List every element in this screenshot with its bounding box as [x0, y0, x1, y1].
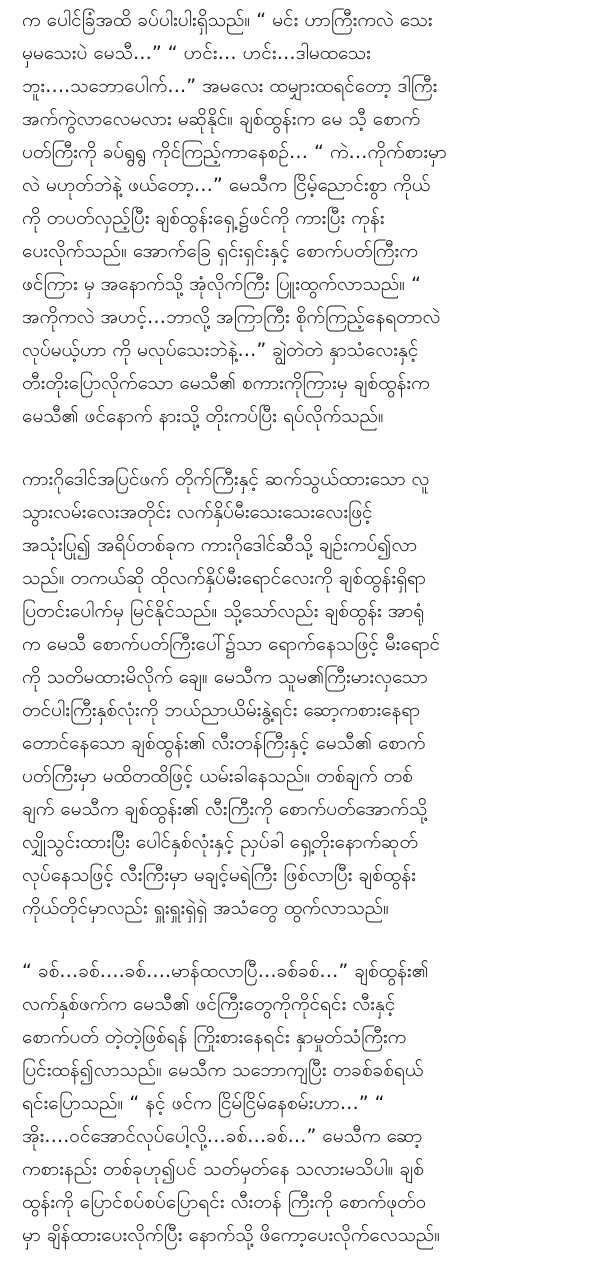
- text-line: လျှိုသွင်းထားပြီး ပေါင်နှစ်လုံးနှင့် ညှပ်ခါ ရှေ့တိုးနောက်ဆုတ်: [22, 831, 418, 853]
- text-line: ပတ်ကြီးမှာ မထိတထိဖြင့် ယမ်းခါနေသည်။ တစ်ချက် တစ်: [22, 765, 413, 787]
- text-line: အသုံးပြု၍ အရိပ်တစ်ခုက ကားဂိုဒေါင်ဆီသို့ ချဉ်းကပ်၍လာ: [22, 534, 418, 556]
- text-line: အက်ကွဲလာလေမလား မဆိုနိုင်။ ချစ်ထွန်းက မေ သီ့ စောက်: [22, 108, 421, 130]
- text-line: တင်ပါးကြီးနှစ်လုံးကို ဘယ်ညာယိမ်းနွဲ့ရင်း ဆော့ကစားနေရာ: [22, 699, 421, 721]
- text-line: လုပ်နေသဖြင့် လီးကြီးမှာ မချင့်မရဲကြီး ဖြစ်လာပြီး ချစ်ထွန်း: [22, 864, 416, 886]
- text-line: ပြတင်းပေါက်မှ မြင်နိုင်သည်။ သို့သော်လည်း ချစ်ထွန်း အာရုံ: [22, 600, 425, 622]
- text-line: ရင်းပြောသည်။ “ နင့် ဖင်က ငြိမ်ငြိမ်နေစမ်းဟာ…” “: [22, 1092, 385, 1114]
- text-line: မှာ ချိန်ထားပေးလိုက်ပြီး နောက်သို့ ဖိကော့ပေးလိုက်လေသည်။: [22, 1224, 441, 1246]
- text-line: ကို သတိမထားမိလိုက် ချေ။ မေသီက သူမ၏ကြီးမားလှသော: [22, 666, 428, 688]
- text-line: ဘူး….သဘောပေါက်…” အမလေး ထမျှားထရင်တော့ ဒါကြီး: [22, 75, 438, 97]
- text-line: ချက် မေသီက ချစ်ထွန်း၏ လီးကြီးကို စောက်ပတ်အောက်သို့: [22, 798, 428, 820]
- paragraph-3: [22, 955, 582, 1252]
- text-line: တောင်နေသော ချစ်ထွန်း၏ လီးတန်ကြီးနှင့် မေသီ၏ စောက်: [22, 732, 426, 754]
- text-line: ပတ်ကြီးကို ခပ်ရွရွ ကိုင်ကြည့်ကာနေစဉ်… “ ကဲ…ကိုက်စားမှာ: [22, 141, 447, 163]
- text-line: ကိုယ်တိုင်မှာလည်း ရှူးရှူးရှဲရှဲ အသံတွေ ထွက်လာသည်။: [22, 897, 389, 919]
- text-line: အိုး….ဝင်အောင်လုပ်ပေါ့လို့…ခစ်…ခစ်…” မေသီက ဆော့: [22, 1125, 423, 1147]
- paragraph-1: [22, 4, 582, 433]
- text-line: သည်။ တကယ်ဆို ထိုလက်နှိပ်မီးရောင်လေးကို ချစ်ထွန်းရှိရာ: [22, 567, 426, 589]
- text-line: မှမသေးပဲ မေသီ…” “ ဟင်း… ဟင်း…ဒါမထသေး: [22, 42, 371, 64]
- text-line: ကစားနည်း တစ်ခုဟု၍ပင် သတ်မှတ်နေ သလားမသိပါ။ ချစ်: [22, 1158, 424, 1180]
- text-line: လုပ်မယ့်ဟာ ကို မလုပ်သေးဘဲနဲ့…” ချွဲတဲတဲ နှာသံလေးနှင့်: [22, 339, 419, 361]
- text-line: တီးတိုးပြောလိုက်သော မေသီ၏ စကားကိုကြားမှ ချစ်ထွန်းက: [22, 372, 430, 394]
- text-line: “ ခစ်…ခစ်….ခစ်….မာန်ထလာပြီ…ခစ်ခစ်…” ချစ်ထွန်း၏: [22, 960, 429, 982]
- text-line: လက်နှစ်ဖက်က မေသီ၏ ဖင်ကြီးတွေကိုကိုင်ရင်း လီးနှင့်: [22, 993, 396, 1015]
- text-line: ပေးလိုက်သည်။ အောက်ခြေ ရှင်းရှင်းနှင့် စောက်ပတ်ကြီးက: [22, 240, 418, 262]
- text-line: ထွန်းကို ပြောင်စပ်စပ်ပြောရင်း လီးတန် ကြီးကို စောက်ဖုတ်ဝ: [22, 1191, 427, 1213]
- text-line: စောက်ပတ် တဲ့တဲ့ဖြစ်ရန် ကြိုးစားနေရင်း နှာမှုတ်သံကြီးက: [22, 1026, 407, 1048]
- text-line: က မေသီ စောက်ပတ်ကြီးပေါ်၌သာ ရောက်နေသဖြင့် မီးရောင်: [22, 633, 441, 655]
- paragraph-2: [22, 463, 582, 925]
- text-line: ပြင်းထန်၍လာသည်။ မေသီက သဘောကျပြီး တခစ်ခစ်ရယ်: [22, 1059, 424, 1081]
- text-line: သွားလမ်းလေးအတိုင်း လက်နှိပ်မီးသေးသေးလေးဖြင့်: [22, 501, 373, 523]
- text-line: ဖင်ကြား မှ အနောက်သို့ အုံလိုက်ကြီး ပြူးထွက်လာသည်။ “: [22, 273, 421, 295]
- text-line: မေသီ၏ ဖင်နောက် နားသို့ တိုးကပ်ပြီး ရပ်လိုက်သည်။: [22, 405, 384, 427]
- text-line: အကိုကလဲ အဟင့်…ဘာလို့ အကြာကြီး စိုက်ကြည့်နေရတာလဲ: [22, 306, 441, 328]
- text-line: ကားဂိုဒေါင်အပြင်ဖက် တိုက်ကြီးနှင့် ဆက်သွယ်ထားသော လူ: [22, 468, 430, 490]
- text-line: ကို တပတ်လှည့်ပြီး ချစ်ထွန်းရှေ့၌ဖင်ကို ကားပြီး ကုန်း: [22, 207, 385, 229]
- text-line: က ပေါင်ခြံအထိ ခပ်ပါးပါးရှိသည်။ “ မင်း ဟာကြီးကလဲ သေး: [22, 9, 433, 31]
- text-line: လဲ မဟုတ်ဘဲနဲ့ ဖယ်တော့…” မေသီက ငြိမ့်ညောင်းစွာ ကိုယ်: [22, 174, 431, 196]
